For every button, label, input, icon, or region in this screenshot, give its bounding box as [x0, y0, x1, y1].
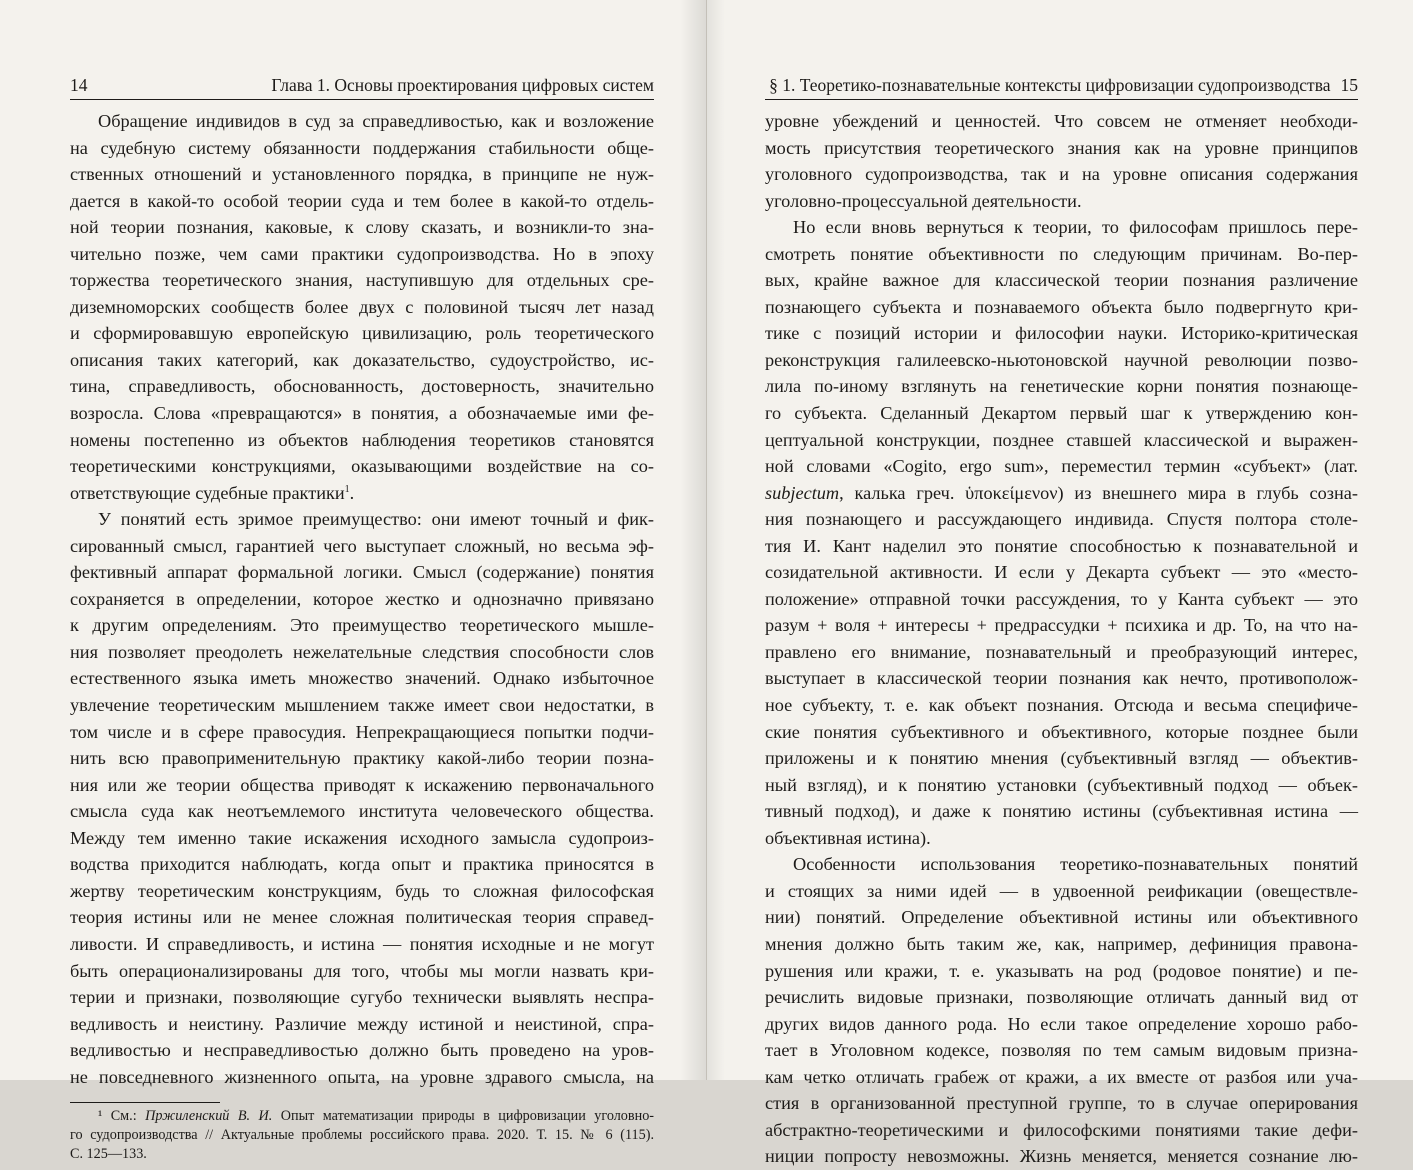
text-line — [70, 1037, 654, 1064]
text-line-text: смысла суда как неотъемлемого института человеческого общества. — [70, 801, 654, 822]
text-line — [70, 533, 654, 560]
footnote-line-text: С. 125—133. — [70, 1146, 147, 1163]
text-line — [765, 665, 1358, 692]
text-line-text: теория истины или не менее сложная политическая теория справед- — [70, 907, 654, 928]
text-line-text: описания таких категорий, как доказательство, судоустройство, ис- — [70, 349, 654, 370]
text-line-text: рушения или кражи, т. е. указывать на род (родовое понятие) и пе- — [765, 960, 1358, 981]
text-line — [765, 533, 1358, 560]
text-line — [70, 639, 654, 666]
text-line — [765, 506, 1358, 533]
footnote-line — [70, 1107, 654, 1126]
text-line-text: теоретическими конструкциями, оказывающими воздействие на со- — [70, 456, 654, 477]
text-line-text: речислить видовые признаки, позволяющие отличать данный вид от — [765, 987, 1358, 1008]
text-line-text: смотреть понятие объективности по следующим причинам. Во-пер- — [765, 243, 1358, 264]
text-line-text: ния или же теории общества приводят к искажению первоначального — [70, 774, 654, 795]
text-line-text: Особенности использования теоретико-познавательных понятий — [793, 854, 1358, 875]
text-line — [765, 559, 1358, 586]
text-line-text: правлено его внимание, познавательный и преобразующий интерес, — [765, 641, 1358, 662]
footnote-line — [70, 1126, 654, 1145]
text-line — [765, 1143, 1358, 1170]
text-line-text: положение» отправной точки рассуждения, то у Канта субъект — это — [765, 588, 1358, 609]
text-line — [765, 984, 1358, 1011]
text-line-text: номены постепенно из объектов наблюдения теоретиков становятся — [70, 429, 654, 450]
text-line-text: абстрактно-теоретическими и философскими понятиями такие дефи- — [765, 1119, 1358, 1140]
text-line-text: тивный подход), и даже к понятию истины (субъективная истина — — [765, 801, 1358, 822]
text-line-text: ной теории познания, каковые, к слову сказать, и возникли-то зна- — [70, 217, 654, 238]
text-line-text: вых, крайне важное для классической теории познания различение — [765, 270, 1358, 291]
text-line — [70, 984, 654, 1011]
text-line — [765, 214, 1358, 241]
text-line-text: приложены и к понятию мнения (субъективный взгляд — объектив- — [765, 748, 1358, 769]
text-line — [70, 188, 654, 215]
text-line-text: выступает в классической теории познания как нечто, противополож- — [765, 668, 1358, 689]
text-line-text: нии) понятий. Определение объективной истины или объективного — [765, 907, 1358, 928]
text-line — [70, 427, 654, 454]
text-line-text: сированный смысл, гарантией чего выступает сложный, но весьма эф- — [70, 535, 654, 556]
text-line — [765, 692, 1358, 719]
text-line — [70, 453, 654, 480]
gutter-shadow — [707, 0, 725, 1080]
right-body-text — [765, 108, 1358, 1170]
text-line-text: цептуальной конструкции, позднее ставшей классической и выражен- — [765, 429, 1358, 450]
text-line-text: и стоящих за ними идей — в удвоенной реификации (овеществле- — [765, 880, 1358, 901]
text-line-text: ские понятия субъективного и объективного, которые позднее были — [765, 721, 1358, 742]
text-line — [765, 427, 1358, 454]
text-line-text: диземноморских сообществ более двух с половиной тысяч лет назад — [70, 296, 654, 317]
text-line — [70, 506, 654, 533]
text-line — [70, 347, 654, 374]
text-line — [70, 267, 654, 294]
text-line-text: мнения должно быть таким же, как, например, дефиниция правона- — [765, 933, 1358, 954]
text-line — [70, 586, 654, 613]
text-line-text: том числе и в сфере правосудия. Непрекращающиеся попытки подчи- — [70, 721, 654, 742]
text-line-text: не повседневного жизненного опыта, на уровне здравого смысла, на — [70, 1066, 654, 1087]
text-line — [70, 480, 654, 507]
text-line-text: ный взгляд), и к понятию установки (субъективный подход — объек- — [765, 774, 1358, 795]
text-line — [70, 904, 654, 931]
right-running-head: § 1. Теоретико-познавательные контексты цифровизации судопроизводства — [769, 75, 1331, 95]
text-line — [765, 798, 1358, 825]
text-line — [765, 772, 1358, 799]
text-line — [765, 1064, 1358, 1091]
text-line — [765, 586, 1358, 613]
text-line-text: ной словами «Cogito, ergo sum», переместил термин «субъект» (лат. — [765, 456, 1358, 477]
text-line-text: чительно позже, чем сами практики судопроизводства. Но в эпоху — [70, 243, 654, 264]
footnote-line-text: ¹ См.: Пржиленский В. И. Опыт математизации природы в цифровизации уголовно- — [98, 1108, 655, 1125]
text-line-text: уголовно-процессуальной деятельности. — [765, 190, 1082, 211]
text-line — [765, 745, 1358, 772]
text-line — [70, 241, 654, 268]
text-line — [70, 719, 654, 746]
text-line — [70, 612, 654, 639]
text-line — [765, 851, 1358, 878]
text-line-text: возросла. Слова «превращаются» в понятия, а обозначаемые ими фе- — [70, 403, 654, 424]
text-line — [765, 1090, 1358, 1117]
text-line — [70, 135, 654, 162]
footnote-line — [70, 1145, 654, 1164]
text-line-text: жертву теоретическим конструкциям, будь то сложная философская — [70, 880, 654, 901]
text-line — [70, 559, 654, 586]
text-line — [765, 1037, 1358, 1064]
footnote-ref[interactable]: 1 — [344, 483, 350, 495]
text-line — [765, 347, 1358, 374]
text-line-text: мость присутствия теоретического знания как на уровне принципов — [765, 137, 1358, 158]
text-line — [70, 108, 654, 135]
text-line — [765, 480, 1358, 507]
text-line — [765, 241, 1358, 268]
text-line — [765, 931, 1358, 958]
text-line-text: терии и признаки, позволяющие сугубо технически выявлять неспра- — [70, 987, 654, 1008]
text-line — [765, 639, 1358, 666]
text-line — [765, 878, 1358, 905]
right-page-number: 15 — [1340, 75, 1358, 95]
text-line-text: ния позволяет преодолеть нежелательные следствия способности слов — [70, 641, 654, 662]
text-line-text: ниции попросту невозможны. Жизнь меняется, меняется сознание лю- — [765, 1146, 1358, 1167]
text-line — [70, 878, 654, 905]
text-line — [70, 851, 654, 878]
text-line-text: тает в Уголовном кодексе, позволяя по тем самым видовым призна- — [765, 1040, 1358, 1061]
text-line-text: других видов данного рода. Но если такое определение хорошо рабо- — [765, 1013, 1358, 1034]
text-line — [765, 400, 1358, 427]
text-line — [765, 1011, 1358, 1038]
text-line-text: тия И. Кант наделил это понятие способностью к познавательной и — [765, 535, 1358, 556]
text-line-text: на судебную систему обязанности поддержания стабильности обще- — [70, 137, 654, 158]
text-line-text: ответствующие судебные практики — [70, 482, 345, 503]
text-line — [765, 958, 1358, 985]
text-line-text: водства приходится наблюдать, когда опыт и практика приносятся в — [70, 854, 654, 875]
left-page — [0, 0, 706, 1163]
text-line — [70, 400, 654, 427]
text-line-text: увлечение теоретическим мышлением также имеет свои недостатки, в — [70, 695, 654, 716]
text-line-text: объективная истина). — [765, 827, 931, 848]
right-running-header — [765, 74, 1358, 100]
text-line-text: созидательной активности. И если у Декарта субъект — это «место- — [765, 562, 1358, 583]
text-line-text: уголовного судопроизводства, так и на уровне описания содержания — [765, 164, 1358, 185]
text-line-text: познающего субъекта и познаваемого объекта было подвергнуто кри- — [765, 296, 1358, 317]
text-line — [70, 161, 654, 188]
text-line-text: стия в организованной преступной группе, то в случае оперирования — [765, 1093, 1358, 1114]
text-line-text: Обращение индивидов в суд за справедливостью, как и возложение — [98, 111, 654, 131]
footnote-rule — [70, 1102, 220, 1103]
text-line-text: и сформировавшую европейскую цивилизацию, роль теоретического — [70, 323, 654, 344]
text-line-text: Между тем именно такие искажения исходного замысла судопроиз- — [70, 827, 654, 848]
text-line-text: лила по-иному взглянуть на генетические корни понятия познающе- — [765, 376, 1358, 397]
text-line — [70, 1011, 654, 1038]
left-body-text — [70, 108, 654, 1090]
text-line-text: ния познающего и рассуждающего индивида. Спустя полтора столе- — [765, 509, 1358, 530]
text-line-text: кам четко отличать грабеж от кражи, а их вместе от разбоя или уча- — [765, 1066, 1358, 1087]
text-line — [70, 665, 654, 692]
text-line — [765, 135, 1358, 162]
text-line — [765, 373, 1358, 400]
text-line-text: У понятий есть зримое преимущество: они имеют точный и фик- — [98, 509, 654, 530]
text-line-text: фективный аппарат формальной логики. Смысл (содержание) понятия — [70, 562, 654, 583]
left-running-header — [70, 74, 654, 100]
text-line-text: торжества теоретического знания, наступившую для отдельных сре- — [70, 270, 654, 291]
text-line — [70, 825, 654, 852]
text-line — [70, 798, 654, 825]
text-line-text: ведливостью и несправедливостью должно быть проведено на уров- — [70, 1040, 654, 1061]
text-line — [765, 825, 1358, 852]
text-line — [765, 719, 1358, 746]
text-line — [70, 692, 654, 719]
text-line-tail: . — [349, 482, 355, 503]
text-line — [70, 745, 654, 772]
text-line-text: тина, справедливость, обоснованность, достоверность, значительно — [70, 376, 654, 397]
text-line — [765, 294, 1358, 321]
left-page-number: 14 — [70, 75, 88, 95]
text-line-text: ливости. И справедливость, и истина — понятия исходные и не могут — [70, 933, 654, 954]
text-line-text: subjectum, калька греч. ὑποκείμενον) из внешнего мира в глубь созна- — [765, 482, 1358, 503]
right-page — [706, 0, 1413, 1167]
text-line-text: Но если вновь вернуться к теории, то философам пришлось пере- — [793, 217, 1358, 238]
text-line-text: ное субъекту, т. е. как объект познания. Отсюда и весьма специфиче- — [765, 695, 1358, 716]
text-line — [765, 904, 1358, 931]
text-line-text: сохраняется в определении, которое жестко и однозначно привязано — [70, 588, 654, 609]
footnote — [70, 1107, 654, 1164]
footnote-line-text: го судопроизводства // Актуальные проблемы российского права. 2020. Т. 15. № 6 (115). — [70, 1127, 654, 1144]
text-line-text: быть операционализированы для того, чтобы мы могли назвать кри- — [70, 960, 654, 981]
text-line — [70, 373, 654, 400]
text-line — [70, 772, 654, 799]
text-line-text: нить всю правоприменительную практику какой-либо теории позна- — [70, 748, 654, 769]
text-line — [765, 612, 1358, 639]
text-line-text: естественного языка иметь множество значений. Однако избыточное — [70, 668, 654, 689]
text-line-text: го субъекта. Сделанный Декартом первый шаг к утверждению кон- — [765, 403, 1358, 424]
text-line-text: ственных отношений и установленного порядка, в принципе не нуж- — [70, 164, 654, 185]
text-line-text: к другим определениям. Это преимущество теоретического мышле- — [70, 615, 654, 636]
left-running-head: Глава 1. Основы проектирования цифровых систем — [271, 75, 654, 95]
text-line-text: разум + воля + интересы + предрассудки + психика и др. То, на что на- — [765, 615, 1358, 636]
text-line — [70, 1064, 654, 1091]
text-line — [765, 320, 1358, 347]
text-line-text: реконструкция галилеевско-ньютоновской научной революции позво- — [765, 349, 1358, 370]
text-line-text: уровне убеждений и ценностей. Что совсем не отменяет необходи- — [765, 111, 1358, 131]
text-line — [70, 931, 654, 958]
text-line — [765, 453, 1358, 480]
text-line — [765, 1117, 1358, 1144]
text-line — [70, 320, 654, 347]
text-line-text: ведливость и неистину. Различие между истиной и неистиной, спра- — [70, 1013, 654, 1034]
text-line — [765, 108, 1358, 135]
text-line — [70, 294, 654, 321]
gutter-shadow — [680, 0, 706, 1080]
text-line — [765, 267, 1358, 294]
text-line — [765, 161, 1358, 188]
text-line-text: дается в какой-то особой теории суда и тем более в какой-то отдель- — [70, 190, 654, 211]
text-line — [70, 958, 654, 985]
text-line-text: тике с позиций истории и философии науки. Историко-критическая — [765, 323, 1358, 344]
text-line — [70, 214, 654, 241]
text-line — [765, 188, 1358, 215]
